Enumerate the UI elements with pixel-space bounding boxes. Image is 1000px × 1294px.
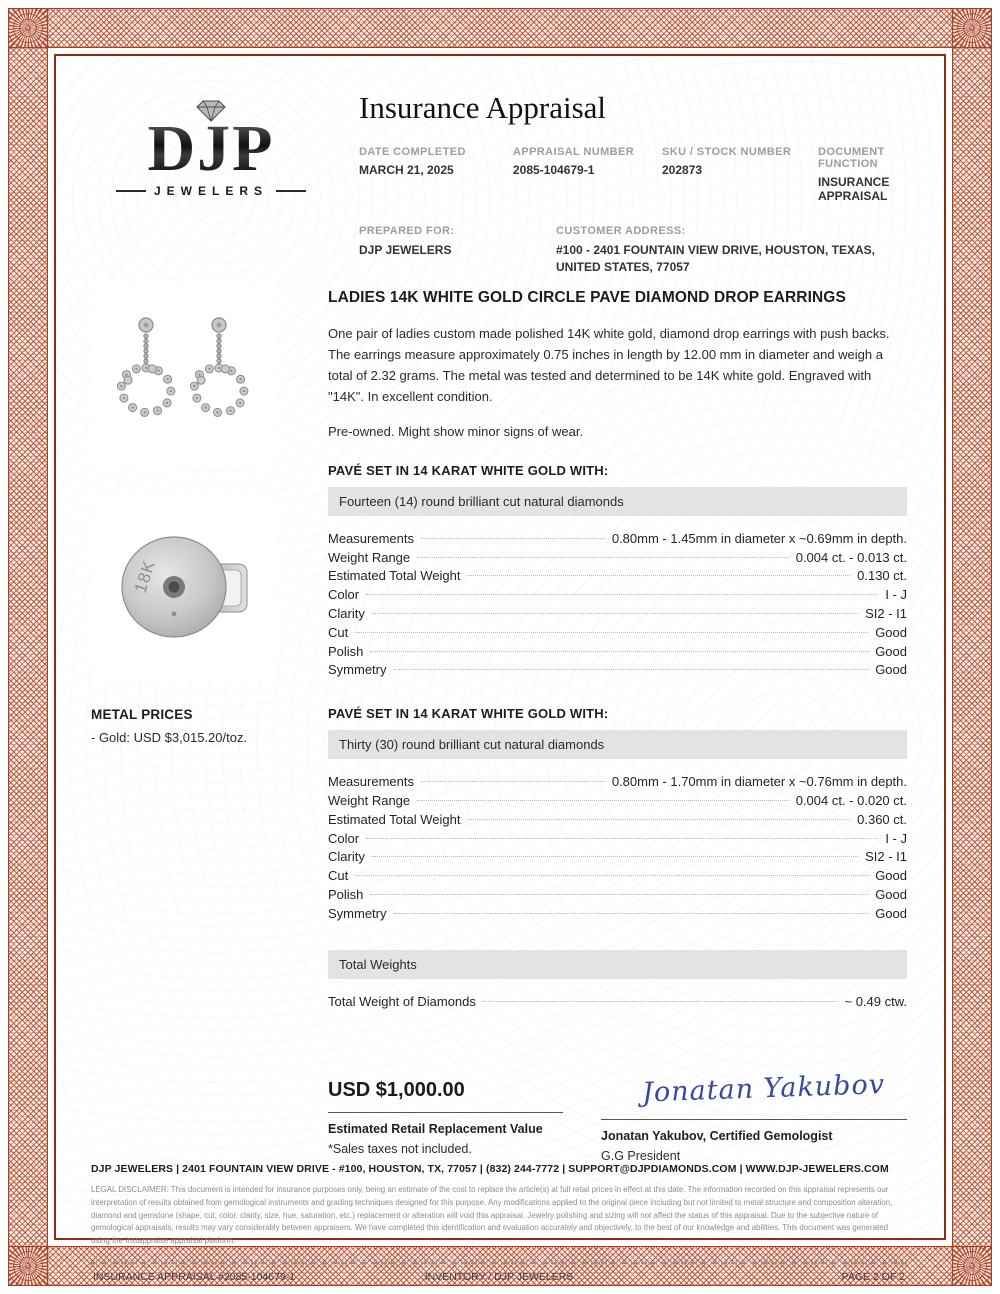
spec-value: 0.004 ct. - 0.020 ct. bbox=[795, 792, 907, 808]
dotted-leader bbox=[355, 875, 868, 876]
spec-row bbox=[328, 530, 907, 549]
spec-value: Good bbox=[875, 905, 907, 921]
spec-label: Estimated Total Weight bbox=[328, 811, 461, 827]
spec-row bbox=[328, 661, 907, 680]
spec-label: Symmetry bbox=[328, 905, 387, 921]
field-prepared-for bbox=[359, 225, 556, 277]
spec-value: I - J bbox=[885, 830, 907, 846]
field-value: 2085-104679-1 bbox=[513, 163, 595, 177]
item-description: One pair of ladies custom made polished 14K white gold, diamond drop earrings with push backs. The earrings measure approximately 0.75 inches in length by 12.00 mm in diameter and weigh a total of 2.32 grams. The metal was tested and determined to be 14K white gold. Engraved with "14K". In excellent condition. bbox=[328, 325, 890, 404]
spec-value: 0.130 ct. bbox=[857, 568, 907, 584]
spec-value: Good bbox=[875, 624, 907, 640]
spec-label: Cut bbox=[328, 624, 349, 640]
dotted-leader bbox=[355, 632, 868, 633]
border-rosette-top-right bbox=[952, 8, 992, 48]
back-engraving-text: 18K bbox=[130, 558, 160, 596]
valuation-amount: USD $1,000.00 bbox=[328, 1079, 563, 1113]
signature-handwriting: Jonatan Yakubov bbox=[641, 1069, 886, 1109]
spec-rows bbox=[328, 530, 907, 680]
spec-value: Good bbox=[875, 886, 907, 902]
spec-row bbox=[328, 586, 907, 605]
field-value: DJP JEWELERS bbox=[359, 243, 452, 257]
spec-label: Color bbox=[328, 830, 360, 846]
logo-rule-left bbox=[116, 190, 146, 192]
prepared-for-row bbox=[359, 225, 907, 277]
item-condition-note: Pre-owned. Might show minor signs of wear. bbox=[328, 423, 584, 439]
field-label: CUSTOMER ADDRESS: bbox=[556, 225, 686, 237]
valuation-tax-note: *Sales taxes not included. bbox=[328, 1142, 472, 1157]
field-value: INSURANCE APPRAISAL bbox=[818, 175, 890, 203]
section-subheading: Thirty (30) round brilliant cut natural diamonds bbox=[328, 730, 907, 759]
dotted-leader bbox=[372, 613, 858, 614]
spec-value: I - J bbox=[885, 587, 907, 603]
bottom-bar bbox=[91, 1262, 907, 1287]
field-appraisal-number bbox=[513, 146, 658, 203]
field-label: DOCUMENT FUNCTION bbox=[818, 146, 885, 170]
logo-subtitle-text: JEWELERS bbox=[154, 184, 269, 198]
totals-rows bbox=[328, 993, 907, 1012]
border-rosette-top-left bbox=[8, 8, 48, 48]
item-title: LADIES 14K WHITE GOLD CIRCLE PAVE DIAMOND DROP EARRINGS bbox=[328, 288, 846, 306]
spec-row bbox=[328, 605, 907, 624]
spec-label: Color bbox=[328, 587, 360, 603]
dotted-leader bbox=[370, 894, 868, 895]
field-value: 202873 bbox=[662, 163, 703, 177]
header-right bbox=[331, 82, 907, 277]
spec-row bbox=[328, 643, 907, 662]
spec-row bbox=[328, 905, 907, 924]
pave-section-2 bbox=[328, 706, 907, 923]
header-fields bbox=[359, 146, 907, 203]
djp-logo bbox=[91, 82, 331, 277]
valuation-label: Estimated Retail Replacement Value bbox=[328, 1122, 543, 1137]
body bbox=[91, 283, 907, 1164]
field-customer-address bbox=[556, 225, 907, 277]
spec-row bbox=[328, 811, 907, 830]
footer bbox=[91, 1163, 907, 1286]
bottom-bar-page-number: PAGE 2 OF 2 bbox=[841, 1270, 906, 1283]
valuation-block bbox=[328, 1079, 563, 1163]
spec-row bbox=[328, 792, 907, 811]
dotted-leader bbox=[467, 575, 850, 576]
spec-row bbox=[328, 624, 907, 643]
spec-row bbox=[328, 993, 907, 1012]
dotted-leader bbox=[421, 781, 605, 782]
spec-row bbox=[328, 867, 907, 886]
guilloche-border-left bbox=[8, 8, 48, 1286]
field-label: DATE COMPLETED bbox=[359, 146, 466, 158]
spec-value: SI2 - I1 bbox=[865, 849, 907, 865]
field-label: APPRAISAL NUMBER bbox=[513, 146, 635, 158]
footer-contact-line: DJP JEWELERS | 2401 FOUNTAIN VIEW DRIVE - #100, HOUSTON, TX, 77057 | (832) 244-7772 | SUPPORT@DJPDIAMONDS.COM | WWW.DJP-JEWELERS.COM bbox=[91, 1163, 889, 1176]
spec-label: Total Weight of Diamonds bbox=[328, 993, 476, 1009]
totals-section bbox=[328, 950, 907, 1012]
spec-label: Weight Range bbox=[328, 792, 411, 808]
main-column bbox=[328, 283, 907, 1164]
spec-row bbox=[328, 773, 907, 792]
dotted-leader bbox=[421, 538, 605, 539]
spec-value: 0.360 ct. bbox=[857, 811, 907, 827]
spec-label: Clarity bbox=[328, 605, 365, 621]
field-sku-stock-number bbox=[662, 146, 814, 203]
spec-value: ~ 0.49 ctw. bbox=[844, 993, 907, 1009]
spec-rows bbox=[328, 773, 907, 923]
spec-label: Symmetry bbox=[328, 662, 387, 678]
section-heading: PAVÉ SET IN 14 KARAT WHITE GOLD WITH: bbox=[328, 462, 609, 478]
spec-label: Estimated Total Weight bbox=[328, 568, 461, 584]
certificate-sheet bbox=[54, 54, 946, 1283]
spec-label: Measurements bbox=[328, 530, 414, 546]
spec-label: Measurements bbox=[328, 774, 414, 790]
pave-section-1 bbox=[328, 463, 907, 680]
valuation-row bbox=[328, 1069, 907, 1164]
dotted-leader bbox=[366, 594, 878, 595]
spec-value: Good bbox=[875, 662, 907, 678]
spec-label: Polish bbox=[328, 643, 364, 659]
signature-line bbox=[601, 1119, 907, 1120]
header bbox=[91, 82, 907, 277]
logo-rule-right bbox=[276, 190, 306, 192]
dotted-leader bbox=[417, 800, 789, 801]
spec-value: 0.80mm - 1.70mm in diameter x ~0.76mm in depth. bbox=[611, 774, 907, 790]
left-column bbox=[91, 283, 276, 1164]
dotted-leader bbox=[467, 819, 850, 820]
signer-name: Jonatan Yakubov, Certified Gemologist bbox=[601, 1129, 833, 1144]
border-rosette-bottom-left bbox=[8, 1246, 48, 1286]
totals-heading: Total Weights bbox=[328, 950, 907, 979]
metal-prices-heading: METAL PRICES bbox=[91, 706, 193, 722]
spec-value: Good bbox=[875, 868, 907, 884]
section-heading: PAVÉ SET IN 14 KARAT WHITE GOLD WITH: bbox=[328, 706, 609, 722]
earring-back-photo bbox=[91, 495, 276, 680]
spec-value: SI2 - I1 bbox=[865, 605, 907, 621]
dotted-leader bbox=[483, 1001, 838, 1002]
spec-row bbox=[328, 886, 907, 905]
signature-block bbox=[601, 1069, 907, 1164]
spec-value: Good bbox=[875, 643, 907, 659]
spec-label: Weight Range bbox=[328, 549, 411, 565]
section-subheading: Fourteen (14) round brilliant cut natural diamonds bbox=[328, 487, 907, 516]
spec-row bbox=[328, 848, 907, 867]
spec-value: 0.004 ct. - 0.013 ct. bbox=[795, 549, 907, 565]
earring-back-illustration bbox=[101, 502, 266, 672]
dotted-leader bbox=[366, 838, 878, 839]
field-value: #100 - 2401 FOUNTAIN VIEW DRIVE, HOUSTON, TEXAS, UNITED STATES, 77057 bbox=[556, 243, 875, 275]
bottom-bar-inventory: INVENTORY / DJP JEWELERS bbox=[424, 1270, 574, 1283]
spec-value: 0.80mm - 1.45mm in diameter x ~0.69mm in depth. bbox=[611, 530, 907, 546]
guilloche-border-top bbox=[8, 8, 992, 48]
metal-prices bbox=[91, 707, 276, 745]
page-title: Insurance Appraisal bbox=[359, 90, 607, 125]
bottom-bar-appraisal-ref: INSURANCE APPRAISAL #2085-104679-1 bbox=[93, 1270, 296, 1283]
dotted-leader bbox=[417, 557, 789, 558]
dotted-leader bbox=[370, 651, 868, 652]
earrings-photo bbox=[91, 283, 276, 468]
spec-row bbox=[328, 549, 907, 568]
field-label: SKU / STOCK NUMBER bbox=[662, 146, 792, 158]
field-value: MARCH 21, 2025 bbox=[359, 163, 454, 177]
field-document-function bbox=[818, 146, 907, 203]
spec-row bbox=[328, 567, 907, 586]
border-rosette-bottom-right bbox=[952, 1246, 992, 1286]
logo-brand-text: DJP bbox=[91, 116, 331, 182]
logo-subtitle bbox=[116, 184, 306, 198]
spec-label: Cut bbox=[328, 868, 349, 884]
dotted-leader bbox=[372, 856, 858, 857]
spec-label: Clarity bbox=[328, 849, 365, 865]
field-label: PREPARED FOR: bbox=[359, 225, 455, 237]
field-date-completed bbox=[359, 146, 509, 203]
dotted-leader bbox=[394, 669, 869, 670]
earrings-illustration bbox=[101, 290, 266, 460]
spec-label: Polish bbox=[328, 886, 364, 902]
dotted-leader bbox=[394, 913, 869, 914]
spec-row bbox=[328, 830, 907, 849]
signer-title: G.G President bbox=[601, 1149, 681, 1164]
guilloche-border-right bbox=[952, 8, 992, 1286]
legal-disclaimer: LEGAL DISCLAIMER: This document is intended for insurance purposes only, being an estimate of the cost to replace the article(s) at full retail prices in effect at this date. The information recorded on this appraisal represents our interpretation of results obtained from gemological instruments and grading techniques designed for this purpose. Any modifications applied to the original piece including but not limited to metal structure and composition alteration, diamond and gemstone (shape, cut, color, clarity, size, hue, saturation, etc.) replacement or alteration will void this appraisal. Jewelry polishing and sizing will not affect the status of this appraisal. Due to the subjective nature of gemological appraisals, results may vary considerably between appraisers. We have completed this identification and evaluation accurately and objectively, to the best of our knowledge and abilities. This document was generated using the Instappraise appraisal platform. bbox=[91, 1185, 893, 1245]
metal-price-item: - Gold: USD $3,015.20/toz. bbox=[91, 729, 248, 745]
